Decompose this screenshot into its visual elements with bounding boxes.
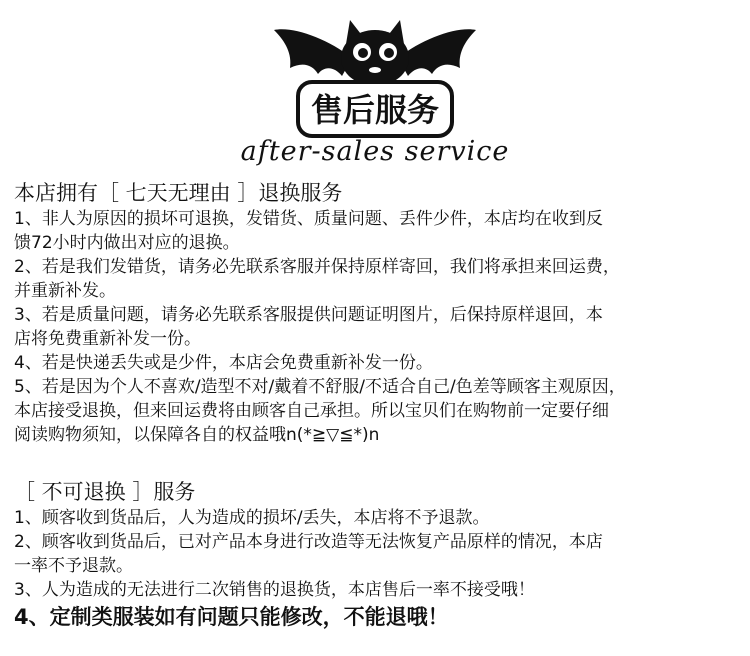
bat-left-wing-shape <box>274 29 352 76</box>
policy-line: 本店接受退换，但来回运费将由顾客自己承担。所以宝贝们在购物前一定要仔细 <box>14 401 609 421</box>
policy-line: 3、人为造成的无法进行二次销售的退换货，本店售后一率不接受哦！ <box>14 580 535 600</box>
policy-line: 4、若是快递丢失或是少件，本店会免费重新补发一份。 <box>14 353 433 373</box>
section-title: ［ 不可退换 ］服务 <box>14 480 196 504</box>
bat-right-wing-shape <box>398 29 476 76</box>
policy-line: 2、若是我们发错货，请务必先联系客服并保持原样寄回，我们将承担来回运费， <box>14 257 620 277</box>
policy-line: 1、顾客收到货品后，人为造成的损坏/丢失，本店将不予退款。 <box>14 508 490 528</box>
custom-clothing-note: 4、定制类服装如有问题只能修改，不能退哦！ <box>14 605 449 629</box>
policy-line: 阅读购物须知，以保障各自的权益哦n(*≧▽≦*)n <box>14 425 380 445</box>
policy-line: 馈72小时内做出对应的退换。 <box>14 233 240 253</box>
seven-day-return-section <box>14 179 742 447</box>
non-returnable-section <box>14 478 742 632</box>
policy-line: 一率不予退款。 <box>14 556 133 576</box>
after-sales-subtitle: after-sales service <box>240 136 510 167</box>
policy-line: 5、若是因为个人不喜欢/造型不对/戴着不舒服/不适合自己/色差等顾客主观原因， <box>14 377 626 397</box>
bat-head-shape <box>341 30 409 86</box>
bat-logo <box>272 18 478 138</box>
section-title: 本店拥有［ 七天无理由 ］退换服务 <box>14 181 343 205</box>
policy-line: 并重新补发。 <box>14 281 116 301</box>
policy-line: 1、非人为原因的损坏可退换，发错货、质量问题、丢件少件，本店均在收到反 <box>14 209 603 229</box>
policy-line: 3、若是质量问题，请务必先联系客服提供问题证明图片，后保持原样退回，本 <box>14 305 603 325</box>
policy-line: 2、顾客收到货品后，已对产品本身进行改造等无法恢复产品原样的情况，本店 <box>14 532 603 552</box>
logo-banner-text: 售后服务 <box>310 91 440 129</box>
policy-line: 店将免费重新补发一份。 <box>14 329 201 349</box>
